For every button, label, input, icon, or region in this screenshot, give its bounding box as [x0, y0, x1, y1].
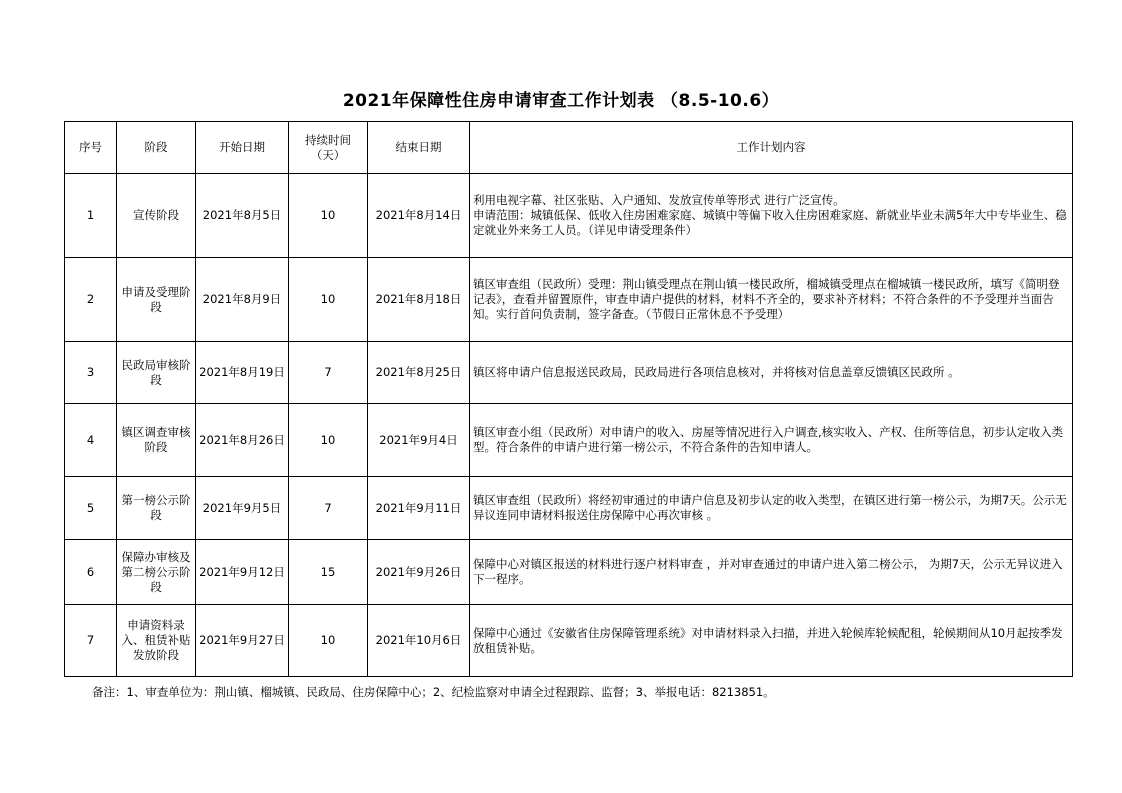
header-start-date: 开始日期: [196, 122, 289, 174]
row-no: 2: [65, 258, 117, 342]
row-start-date: 2021年8月19日: [196, 342, 289, 404]
row-stage: 镇区调查审核阶段: [117, 404, 196, 477]
row-end-date: 2021年8月14日: [368, 174, 470, 258]
row-end-date: 2021年8月18日: [368, 258, 470, 342]
row-content: 镇区审查小组（民政所）对申请户的收入、房屋等情况进行入户调查,核实收入、产权、住所等信息，初步认定收入类型。符合条件的申请户进行第一榜公示，不符合条件的告知申请人。: [470, 404, 1073, 477]
row-start-date: 2021年8月26日: [196, 404, 289, 477]
row-duration: 10: [289, 258, 368, 342]
row-no: 6: [65, 540, 117, 605]
row-duration: 7: [289, 342, 368, 404]
work-plan-table: [64, 121, 1073, 677]
header-no: 序号: [65, 122, 117, 174]
table-row: [65, 174, 1073, 258]
row-start-date: 2021年8月5日: [196, 174, 289, 258]
footnote: 备注：1、审查单位为：荆山镇、榴城镇、民政局、住房保障中心；2、纪检监察对申请全过程跟踪、监督；3、举报电话：8213851。: [92, 685, 775, 699]
row-stage: 宣传阶段: [117, 174, 196, 258]
row-duration: 10: [289, 404, 368, 477]
header-content: 工作计划内容: [470, 122, 1073, 174]
row-start-date: 2021年9月27日: [196, 605, 289, 677]
header-duration: 持续时间（天）: [289, 122, 368, 174]
table-row: [65, 404, 1073, 477]
table-header-row: [65, 122, 1073, 174]
row-duration: 7: [289, 477, 368, 540]
row-stage: 申请及受理阶段: [117, 258, 196, 342]
table-row: [65, 477, 1073, 540]
row-end-date: 2021年9月26日: [368, 540, 470, 605]
table-row: [65, 258, 1073, 342]
row-no: 3: [65, 342, 117, 404]
row-start-date: 2021年9月12日: [196, 540, 289, 605]
row-content: 利用电视字幕、社区张贴、入户通知、发放宣传单等形式 进行广泛宣传。 申请范围：城镇低保、低收入住房困难家庭、城镇中等偏下收入住房困难家庭、新就业毕业未满5年大中专毕业生、稳定就业外来务工人员。（详见申请受理条件）: [470, 174, 1073, 258]
row-stage: 申请资料录入、租赁补贴发放阶段: [117, 605, 196, 677]
document-title: 2021年保障性住房申请审查工作计划表 （8.5-10.6）: [342, 91, 780, 111]
row-end-date: 2021年9月11日: [368, 477, 470, 540]
header-end-date: 结束日期: [368, 122, 470, 174]
table-row: [65, 342, 1073, 404]
row-duration: 10: [289, 174, 368, 258]
row-duration: 10: [289, 605, 368, 677]
row-content: 镇区审查组（民政所）将经初审通过的申请户信息及初步认定的收入类型，在镇区进行第一榜公示，为期7天。公示无异议连同申请材料报送住房保障中心再次审核 。: [470, 477, 1073, 540]
row-start-date: 2021年9月5日: [196, 477, 289, 540]
row-no: 4: [65, 404, 117, 477]
row-content: 镇区将申请户信息报送民政局，民政局进行各项信息核对，并将核对信息盖章反馈镇区民政所 。: [470, 342, 1073, 404]
row-content: 保障中心对镇区报送的材料进行逐户材料审查 ，并对审查通过的申请户进入第二榜公示， 为期7天，公示无异议进入下一程序。: [470, 540, 1073, 605]
row-no: 5: [65, 477, 117, 540]
row-stage: 保障办审核及第二榜公示阶段: [117, 540, 196, 605]
row-end-date: 2021年9月4日: [368, 404, 470, 477]
row-end-date: 2021年8月25日: [368, 342, 470, 404]
row-end-date: 2021年10月6日: [368, 605, 470, 677]
row-content: 镇区审查组（民政所）受理：荆山镇受理点在荆山镇一楼民政所，榴城镇受理点在榴城镇一楼民政所，填写《简明登记表》，查看并留置原件，审查申请户提供的材料，材料不齐全的，要求补齐材料；不符合条件的不予受理并当面告知。实行首问负责制，签字备查。（节假日正常休息不予受理）: [470, 258, 1073, 342]
row-stage: 民政局审核阶段: [117, 342, 196, 404]
row-stage: 第一榜公示阶段: [117, 477, 196, 540]
table-row: [65, 605, 1073, 677]
row-duration: 15: [289, 540, 368, 605]
row-content: 保障中心通过《安徽省住房保障管理系统》对申请材料录入扫描，并进入轮候库轮候配租，轮候期间从10月起按季发放租赁补贴。: [470, 605, 1073, 677]
header-stage: 阶段: [117, 122, 196, 174]
table-row: [65, 540, 1073, 605]
row-start-date: 2021年8月9日: [196, 258, 289, 342]
row-no: 1: [65, 174, 117, 258]
row-no: 7: [65, 605, 117, 677]
